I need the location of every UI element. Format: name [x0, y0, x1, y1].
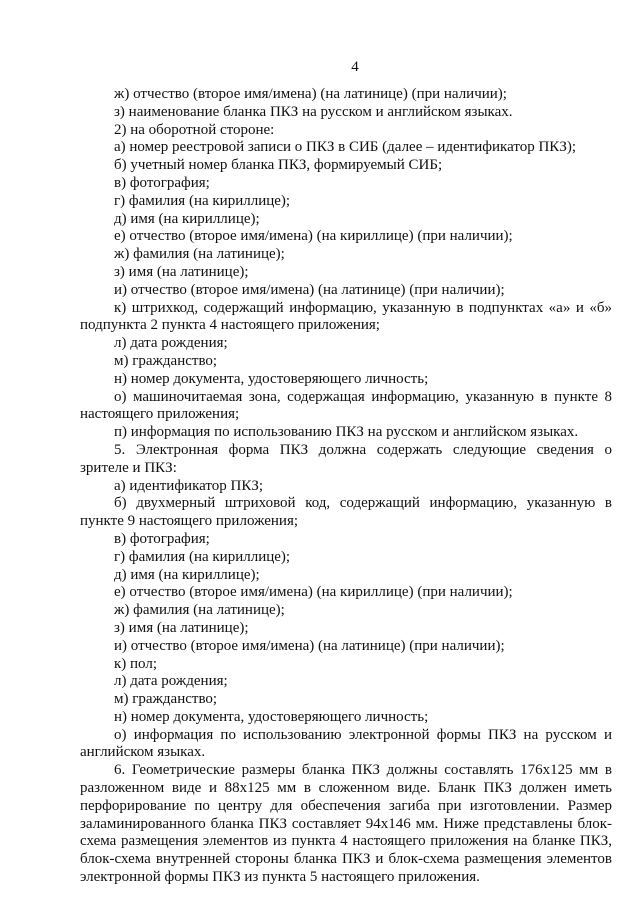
text-line: схема размещения элементов из пункта 4 настоящего приложения на бланке ПКЗ, — [80, 833, 612, 850]
text-line: электронной формы ПКЗ из пункта 5 настоящего приложения. — [80, 869, 480, 886]
text-line: английском языках. — [80, 744, 206, 761]
list-item: м) гражданство; — [114, 352, 218, 369]
list-item: и) отчество (второе имя/имена) (на латинице) (при наличии); — [114, 281, 505, 298]
list-item: л) дата рождения; — [114, 335, 228, 352]
list-item: ж) отчество (второе имя/имена) (на латинице) (при наличии); — [114, 86, 507, 102]
list-item — [80, 727, 612, 763]
list-item: н) номер документа, удостоверяющего личность; — [114, 370, 429, 387]
list-item: п) информация по использованию ПКЗ на русском и английском языках. — [114, 424, 579, 441]
list-item: з) имя (на латинице); — [114, 619, 249, 636]
text-line: заламинированного бланка ПКЗ составляет 94х146 мм. Ниже представлены блок- — [80, 815, 612, 832]
paragraph — [80, 442, 612, 478]
list-item: ж) фамилия (на латинице); — [114, 246, 285, 263]
text-line: перфорирование по центру для обеспечения загиба при изготовлении. Размер — [80, 797, 612, 814]
list-item: н) номер документа, удостоверяющего личность; — [114, 708, 429, 725]
text-line: к) штрихкод, содержащий информацию, указанную в подпунктах «а» и «б» — [114, 299, 612, 316]
list-item: з) имя (на латинице); — [114, 263, 249, 280]
text-line: разложенном виде и 88х125 мм в сложенном виде. Бланк ПКЗ должен иметь — [80, 780, 612, 797]
list-item: д) имя (на кириллице); — [114, 566, 260, 583]
text-line: 6. Геометрические размеры бланка ПКЗ должны составлять 176х125 мм в — [114, 762, 612, 779]
text-line: подпункта 2 пункта 4 настоящего приложения; — [80, 317, 380, 334]
list-item: л) дата рождения; — [114, 673, 228, 690]
paragraph — [80, 762, 612, 887]
document-body — [80, 86, 612, 887]
list-item: а) идентификатор ПКЗ; — [114, 477, 264, 494]
list-item: 2) на оборотной стороне: — [114, 121, 275, 138]
list-item: к) пол; — [114, 655, 158, 672]
list-item: и) отчество (второе имя/имена) (на латинице) (при наличии); — [114, 637, 505, 654]
list-item: г) фамилия (на кириллице); — [114, 548, 291, 565]
list-item: в) фотография; — [114, 530, 210, 547]
text-line: зрителе и ПКЗ: — [80, 459, 177, 476]
list-item: м) гражданство; — [114, 691, 218, 708]
list-item: д) имя (на кириллице); — [114, 210, 260, 227]
text-line: о) информация по использованию электронной формы ПКЗ на русском и — [114, 726, 612, 743]
list-item: з) наименование бланка ПКЗ на русском и английском языках. — [114, 103, 513, 120]
list-item: е) отчество (второе имя/имена) (на кириллице) (при наличии); — [114, 584, 513, 601]
list-item: в) фотография; — [114, 174, 210, 191]
list-item: а) номер реестровой записи о ПКЗ в СИБ (далее – идентификатор ПКЗ); — [114, 139, 576, 156]
list-item — [80, 300, 612, 336]
list-item: е) отчество (второе имя/имена) (на кириллице) (при наличии); — [114, 228, 513, 245]
list-item: б) учетный номер бланка ПКЗ, формируемый СИБ; — [114, 157, 443, 174]
text-line: пункте 9 настоящего приложения; — [80, 513, 299, 530]
page-number: 4 — [351, 59, 359, 75]
text-line: 5. Электронная форма ПКЗ должна содержать следующие сведения о — [114, 441, 612, 458]
list-item: ж) фамилия (на латинице); — [114, 602, 285, 619]
list-item — [80, 495, 612, 531]
list-item: г) фамилия (на кириллице); — [114, 192, 291, 209]
text-line: блок-схема внутренней стороны бланка ПКЗ и блок-схема размещения элементов — [80, 851, 612, 868]
text-line: б) двухмерный штриховой код, содержащий информацию, указанную в — [114, 495, 612, 512]
text-line: о) машиночитаемая зона, содержащая информацию, указанную в пункте 8 — [114, 388, 612, 405]
list-item — [80, 389, 612, 425]
text-line: настоящего приложения; — [80, 406, 240, 423]
